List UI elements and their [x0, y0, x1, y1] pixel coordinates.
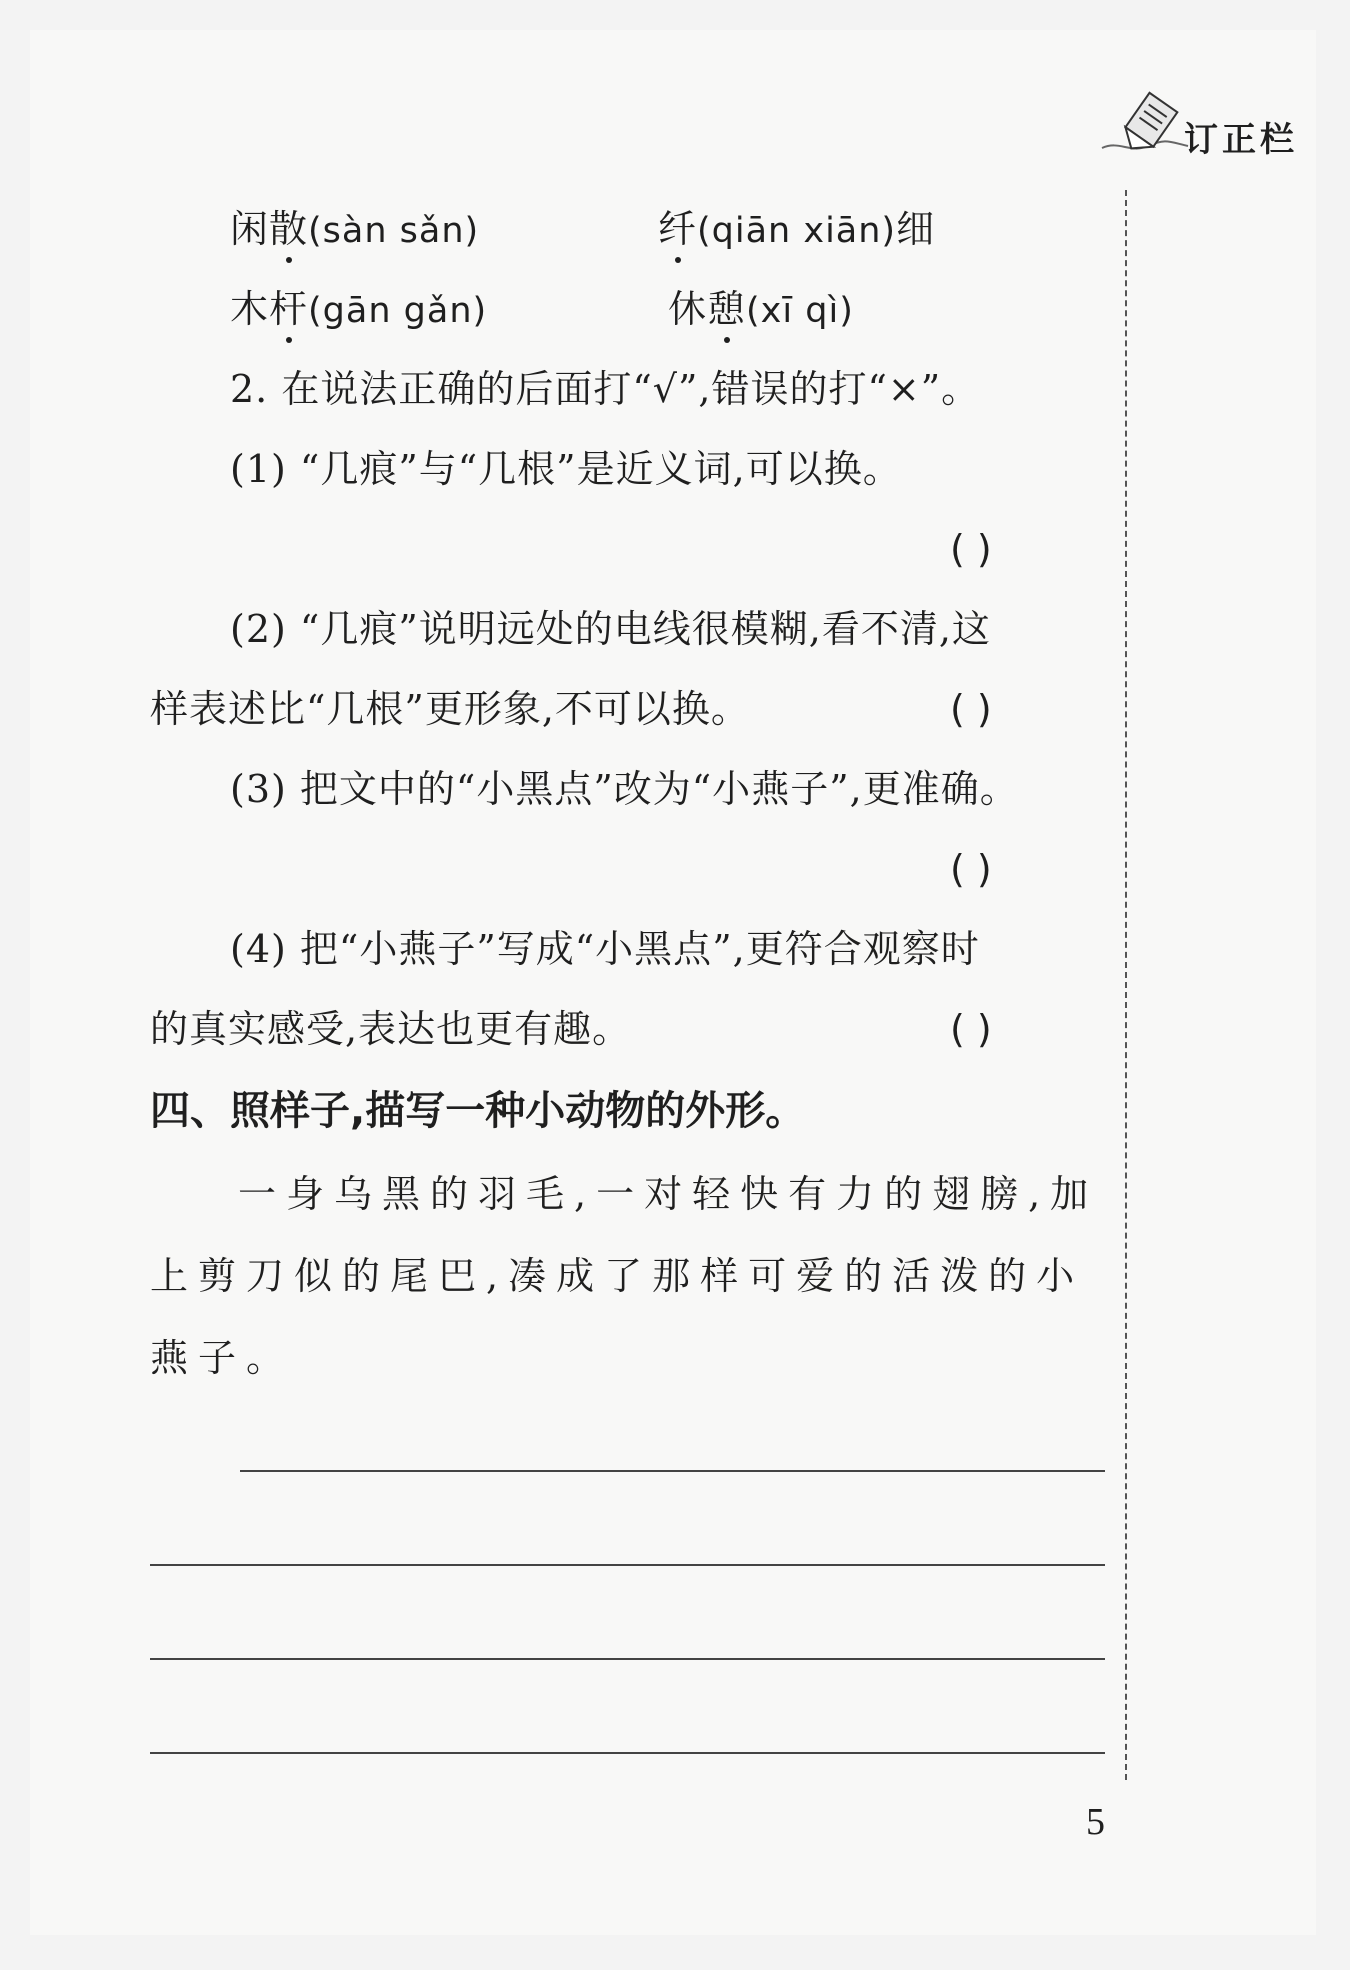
q2-item-1-answer[interactable]: ( )	[950, 527, 992, 571]
pinyin-word-prefix: 闲	[230, 207, 270, 251]
q2-item-4-text-cont: 的真实感受,表达也更有趣。	[150, 1007, 632, 1051]
q2-item-2-text: (2) “几痕”说明远处的电线很模糊,看不清,这	[230, 607, 991, 651]
pinyin-word-prefix: 休	[668, 287, 708, 331]
page-number: 5	[1086, 1801, 1105, 1843]
pinyin-options[interactable]: (sàn sǎn)	[308, 211, 480, 251]
pinyin-word-prefix: 木	[230, 287, 270, 331]
q2-item-3-text: (3) 把文中的“小黑点”改为“小燕子”,更准确。	[230, 767, 1019, 811]
example-line-2: 上剪刀似的尾巴,凑成了那样可爱的活泼的小	[150, 1254, 1085, 1298]
q2-item-2-answer[interactable]: ( )	[950, 687, 992, 731]
pencil-icon	[1100, 90, 1190, 160]
example-line-1: 一身乌黑的羽毛,一对轻快有力的翅膀,加	[238, 1172, 1099, 1216]
section-4-title: 四、照样子,描写一种小动物的外形。	[150, 1088, 806, 1134]
q2-item-3-answer[interactable]: ( )	[950, 847, 992, 891]
pinyin-item-2	[658, 205, 935, 255]
pinyin-word-suffix: 细	[896, 207, 936, 251]
pinyin-dotted-char: 纤	[658, 207, 698, 251]
correction-column-divider	[1125, 190, 1127, 1780]
q2-item-4-text: (4) 把“小燕子”写成“小黑点”,更符合观察时	[230, 927, 980, 971]
example-line-3: 燕子。	[150, 1336, 295, 1380]
writing-line-2[interactable]	[150, 1564, 1105, 1566]
writing-line-4[interactable]	[150, 1752, 1105, 1754]
q2-item-1-text: (1) “几痕”与“几根”是近义词,可以换。	[230, 447, 902, 491]
pinyin-dotted-char: 散	[269, 207, 309, 251]
q2-item-2-text-cont: 样表述比“几根”更形象,不可以换。	[150, 687, 750, 731]
pinyin-options[interactable]: (qiān xiān)	[697, 211, 897, 251]
pinyin-item-3	[230, 285, 487, 335]
writing-line-3[interactable]	[150, 1658, 1105, 1660]
pinyin-dotted-char: 杆	[269, 287, 309, 331]
pinyin-options[interactable]: (xī qì)	[746, 291, 854, 331]
pinyin-item-4	[668, 285, 854, 335]
correction-column-label: 订正栏	[1184, 120, 1298, 160]
q2-item-4-answer[interactable]: ( )	[950, 1007, 992, 1051]
pinyin-dotted-char: 憩	[707, 287, 747, 331]
pinyin-item-1	[230, 205, 479, 255]
writing-line-1[interactable]	[240, 1470, 1105, 1472]
q2-instruction: 2. 在说法正确的后面打“√”,错误的打“×”。	[230, 367, 981, 411]
worksheet-page	[30, 30, 1316, 1935]
pinyin-options[interactable]: (gān gǎn)	[308, 291, 488, 331]
